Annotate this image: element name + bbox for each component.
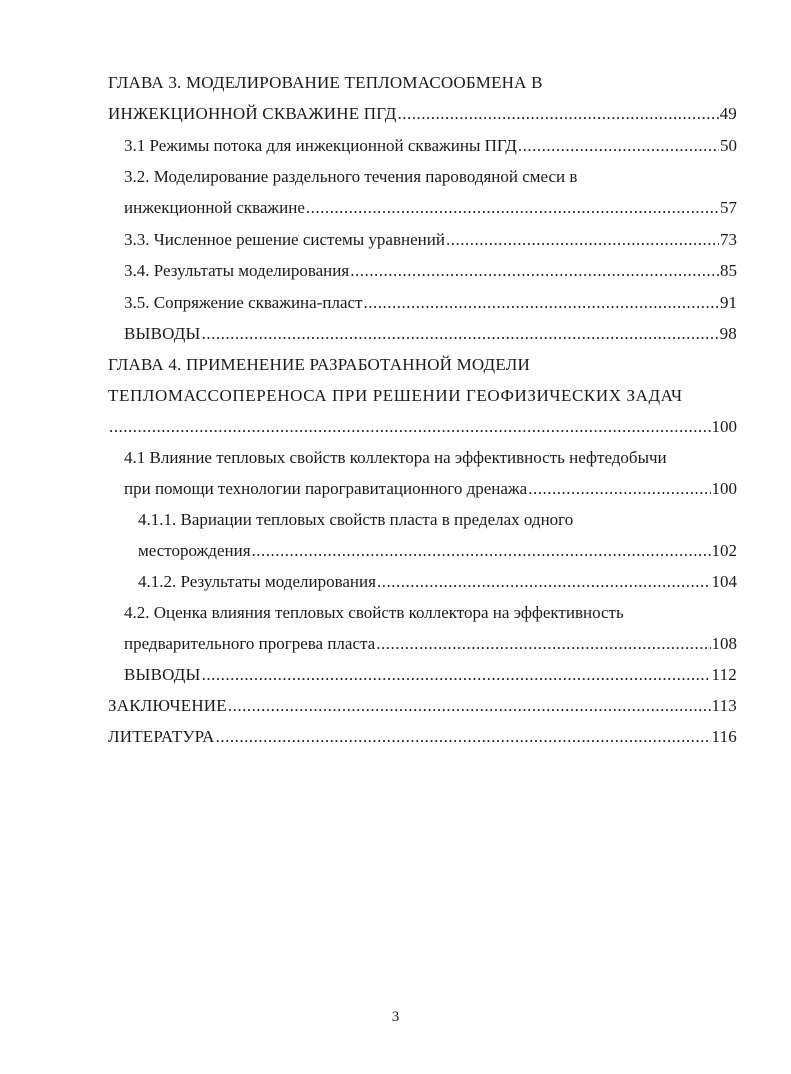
toc-page-number: 100 xyxy=(711,479,737,498)
toc-leader-dots xyxy=(216,723,711,751)
toc-page-number: 49 xyxy=(719,104,737,123)
toc-section-4-2-entry[interactable] xyxy=(124,630,737,658)
toc-chapter-3-entry[interactable] xyxy=(108,100,737,128)
toc-section-title: 3.1 Режимы потока для инжекционной скважины ПГД xyxy=(124,136,517,155)
toc-leader-dots xyxy=(109,413,711,441)
toc-page-number: 108 xyxy=(711,634,737,653)
toc-section-title: ВЫВОДЫ xyxy=(124,324,201,343)
toc-page-number: 57 xyxy=(720,198,737,217)
toc-page-number: 116 xyxy=(711,727,737,746)
toc-chapter-4-entry[interactable] xyxy=(108,413,737,441)
toc-page-number: 113 xyxy=(711,696,737,715)
toc-page-number: 112 xyxy=(711,665,737,684)
toc-leader-dots xyxy=(350,257,719,285)
toc-section-3-2-title-line-1: 3.2. Моделирование раздельного течения пароводяной смеси в xyxy=(124,167,578,186)
toc-chapter-3-conclusions-entry[interactable] xyxy=(124,320,737,348)
toc-section-4-1-2-entry[interactable] xyxy=(138,568,737,596)
toc-section-title: 3.3. Численное решение системы уравнений xyxy=(124,230,445,249)
toc-chapter-3-title-line-2: ИНЖЕКЦИОННОЙ СКВАЖИНЕ ПГД xyxy=(108,104,397,123)
toc-section-title: 4.1.2. Результаты моделирования xyxy=(138,572,376,591)
page-number: 3 xyxy=(391,1009,400,1025)
toc-section-title: ЗАКЛЮЧЕНИЕ xyxy=(108,696,227,715)
toc-leader-dots xyxy=(202,661,711,689)
toc-section-title: месторождения xyxy=(138,541,251,560)
toc-section-4-1-title-line-1: 4.1 Влияние тепловых свойств коллектора на эффективность нефтедобычи xyxy=(124,448,667,467)
toc-section-4-1-1-title-line-1: 4.1.1. Вариации тепловых свойств пласта в пределах одного xyxy=(138,510,574,529)
toc-section-4-1-entry[interactable] xyxy=(124,475,737,503)
toc-page-number: 100 xyxy=(711,417,737,436)
toc-page-number: 104 xyxy=(711,572,737,591)
toc-section-4-2-title-line-1: 4.2. Оценка влияния тепловых свойств коллектора на эффективность xyxy=(124,603,624,622)
toc-chapter-3-title-line-1: ГЛАВА 3. МОДЕЛИРОВАНИЕ ТЕПЛОМАСООБМЕНА В xyxy=(108,73,543,92)
toc-section-title: ВЫВОДЫ xyxy=(124,665,201,684)
toc-section-title: ЛИТЕРАТУРА xyxy=(108,727,215,746)
toc-section-3-1-entry[interactable] xyxy=(124,132,737,160)
toc-leader-dots xyxy=(376,630,710,658)
toc-chapter-4-title-line-1: ГЛАВА 4. ПРИМЕНЕНИЕ РАЗРАБОТАННОЙ МОДЕЛИ xyxy=(108,355,530,374)
toc-leader-dots xyxy=(306,194,719,222)
toc-leader-dots xyxy=(363,289,719,317)
toc-section-title: инжекционной скважине xyxy=(124,198,305,217)
toc-section-title: при помощи технологии парогравитационного дренажа xyxy=(124,479,528,498)
toc-section-3-3-entry[interactable] xyxy=(124,226,737,254)
toc-leader-dots xyxy=(377,568,711,596)
toc-section-3-5-entry[interactable] xyxy=(124,289,737,317)
toc-leader-dots xyxy=(446,226,719,254)
toc-leader-dots xyxy=(528,475,710,503)
toc-leader-dots xyxy=(228,692,711,720)
toc-section-title: 3.5. Сопряжение скважина-пласт xyxy=(124,293,363,312)
toc-section-title: предварительного прогрева пласта xyxy=(124,634,376,653)
toc-section-title: 3.4. Результаты моделирования xyxy=(124,261,350,280)
toc-page-number: 91 xyxy=(720,293,737,312)
toc-leader-dots xyxy=(398,100,719,128)
toc-page-number: 102 xyxy=(711,541,737,560)
toc-page-number: 85 xyxy=(720,261,737,280)
toc-literature-entry[interactable] xyxy=(108,723,737,751)
toc-page-number: 98 xyxy=(719,324,737,343)
toc-leader-dots xyxy=(202,320,719,348)
toc-leader-dots xyxy=(518,132,719,160)
toc-leader-dots xyxy=(252,537,711,565)
toc-section-3-4-entry[interactable] xyxy=(124,257,737,285)
toc-section-4-1-1-entry[interactable] xyxy=(138,537,737,565)
toc-page-number: 50 xyxy=(720,136,737,155)
toc-section-3-2-entry[interactable] xyxy=(124,194,737,222)
toc-conclusion-entry[interactable] xyxy=(108,692,737,720)
toc-chapter-4-conclusions-entry[interactable] xyxy=(124,661,737,689)
toc-chapter-4-title-line-2: ТЕПЛОМАССОПЕРЕНОСА ПРИ РЕШЕНИИ ГЕОФИЗИЧЕСКИХ ЗАДАЧ xyxy=(108,386,683,405)
toc-page-number: 73 xyxy=(720,230,737,249)
